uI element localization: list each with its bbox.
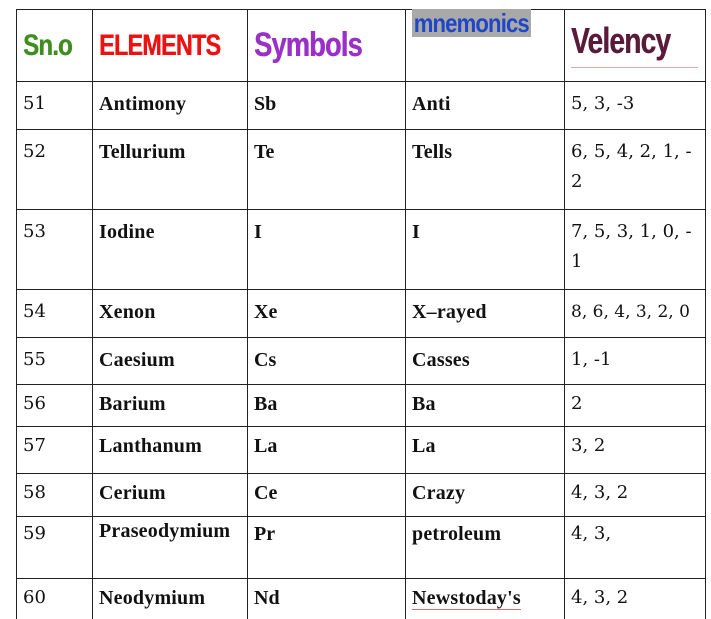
row-mnemonic: La bbox=[412, 435, 436, 457]
row-sno: 55 bbox=[23, 349, 46, 370]
row-symbol: Ba bbox=[254, 393, 278, 415]
row-element: Antimony bbox=[99, 93, 187, 115]
row-mnemonic: Newstoday's bbox=[412, 587, 521, 609]
header-symbols: Symbols bbox=[254, 26, 362, 64]
row-symbol: I bbox=[254, 221, 262, 243]
row-valency: 1, -1 bbox=[571, 349, 612, 370]
row-element: Barium bbox=[99, 393, 166, 415]
table-row bbox=[17, 517, 706, 579]
table-row bbox=[17, 579, 706, 619]
row-element: Iodine bbox=[99, 221, 155, 243]
row-sno: 51 bbox=[23, 93, 46, 114]
row-mnemonic-wrap bbox=[406, 579, 564, 613]
row-element: Neodymium bbox=[99, 587, 206, 609]
row-element: Cerium bbox=[99, 482, 166, 504]
header-symbols-cell bbox=[248, 10, 406, 82]
row-symbol: Te bbox=[254, 141, 275, 163]
row-element: Tellurium bbox=[99, 141, 186, 163]
table-row bbox=[17, 338, 706, 385]
header-row bbox=[17, 10, 706, 82]
row-sno: 54 bbox=[23, 301, 46, 322]
header-sno-cell bbox=[17, 10, 93, 82]
row-mnemonic: Ba bbox=[412, 393, 436, 415]
row-valency: 7, 5, 3, 1, 0, -1 bbox=[571, 221, 692, 272]
row-symbol: La bbox=[254, 435, 278, 457]
row-valency: 8, 6, 4, 3, 2, 0 bbox=[571, 302, 690, 322]
row-mnemonic: petroleum bbox=[412, 523, 502, 545]
table-row bbox=[17, 290, 706, 338]
row-element: Praseodymium bbox=[99, 520, 231, 542]
table-row bbox=[17, 427, 706, 474]
row-valency: 4, 3, 2 bbox=[571, 587, 629, 608]
table-row bbox=[17, 385, 706, 427]
row-valency: 2 bbox=[571, 393, 583, 414]
row-symbol: Nd bbox=[254, 587, 280, 609]
row-mnemonic: Tells bbox=[412, 141, 453, 163]
header-sno: Sn.o bbox=[23, 28, 72, 62]
header-mnemonics-cell bbox=[406, 10, 565, 82]
row-valency: 4, 3, bbox=[571, 523, 612, 544]
row-element: Xenon bbox=[99, 301, 156, 323]
row-mnemonic: I bbox=[412, 221, 420, 243]
row-valency: 3, 2 bbox=[571, 435, 606, 456]
row-sno: 60 bbox=[23, 587, 46, 608]
row-sno: 57 bbox=[23, 435, 46, 456]
row-element: Caesium bbox=[99, 349, 175, 371]
header-valency-cell bbox=[565, 10, 706, 82]
header-valency: Velency bbox=[571, 20, 671, 61]
row-mnemonic: Anti bbox=[412, 93, 451, 115]
row-valency: 4, 3, 2 bbox=[571, 482, 629, 503]
row-sno: 53 bbox=[23, 221, 46, 242]
row-symbol: Pr bbox=[254, 523, 276, 545]
row-symbol: Cs bbox=[254, 349, 277, 371]
row-element: Lanthanum bbox=[99, 435, 202, 457]
header-elements-cell bbox=[93, 10, 248, 82]
row-sno: 52 bbox=[23, 141, 46, 162]
table-row bbox=[17, 474, 706, 517]
row-valency: 6, 5, 4, 2, 1, -2 bbox=[571, 141, 692, 192]
row-mnemonic: Crazy bbox=[412, 482, 466, 504]
row-mnemonic: X–rayed bbox=[412, 301, 487, 323]
row-mnemonic: Casses bbox=[412, 349, 470, 371]
header-elements: ELEMENTS bbox=[99, 28, 221, 62]
row-symbol: Sb bbox=[254, 93, 277, 115]
header-mnemonics: mnemonics bbox=[413, 8, 529, 38]
row-symbol: Xe bbox=[254, 301, 278, 323]
table-row bbox=[17, 130, 706, 210]
row-sno: 56 bbox=[23, 393, 46, 414]
row-sno: 58 bbox=[23, 482, 46, 503]
elements-table bbox=[16, 9, 706, 619]
table-row bbox=[17, 82, 706, 130]
table-row bbox=[17, 210, 706, 290]
row-valency: 5, 3, -3 bbox=[571, 93, 635, 114]
row-sno: 59 bbox=[23, 523, 46, 544]
row-symbol: Ce bbox=[254, 482, 278, 504]
